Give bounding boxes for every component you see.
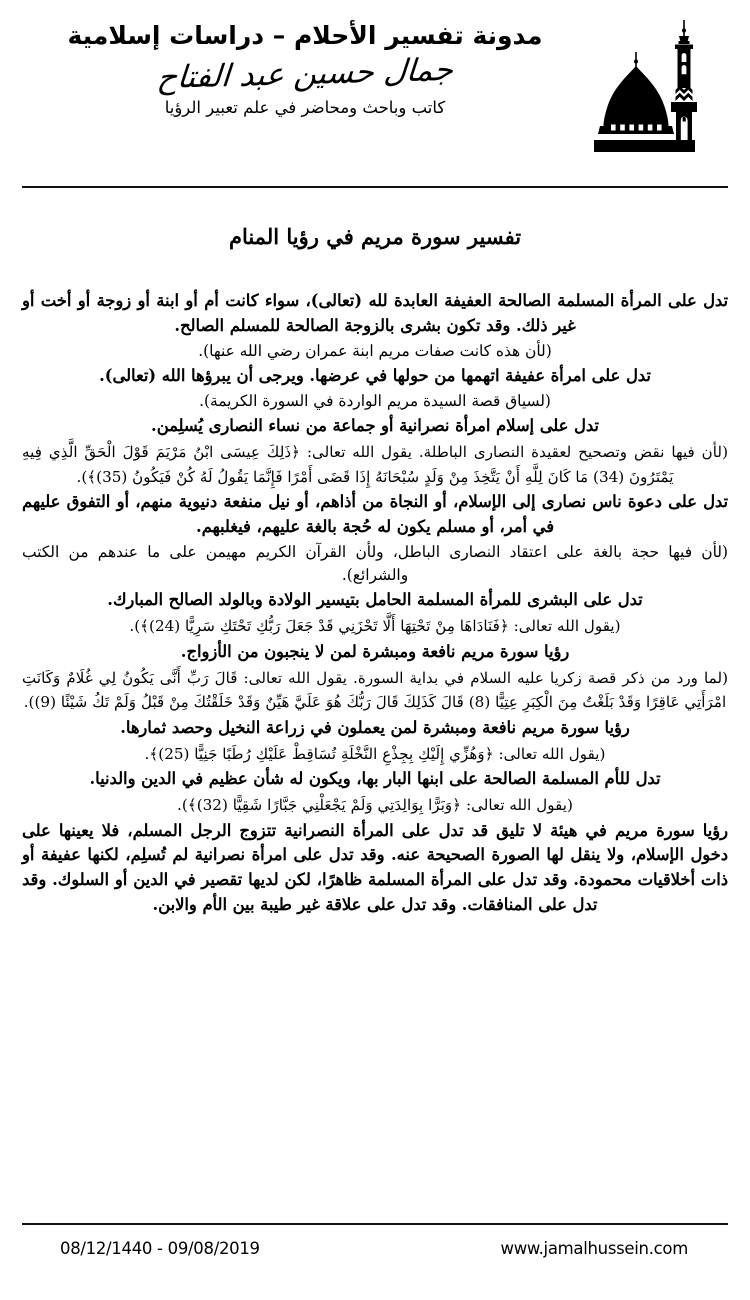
author-role: كاتب وباحث ومحاضر في علم تعبير الرؤيا [164, 97, 446, 117]
paragraph-note: (لأن هذه كانت صفات مريم ابنة عمران رضي الله عنها). [198, 341, 552, 360]
paragraph-quran-verse: (لما ورد من ذكر قصة زكريا عليه السلام في بداية السورة. يقول الله تعالى: قَالَ رَبِّ أَنَّى يَكُونُ لِي غُلَامٌ وَكَانَتِ امْرَأَتِي عَاقِرًا وَقَدْ بَلَغْتُ مِنَ الْكِبَرِ عِتِيًّا (8) قَالَ كَذَلِكَ قَالَ رَبُّكَ هُوَ عَلَيَّ هَيِّنٌ وَقَدْ خَلَقْتُكَ مِنْ قَبْلُ وَلَمْ تَكُ شَيْئًا (9)). [22, 668, 728, 712]
document-body [0, 289, 750, 918]
footer-date: 08/12/1440 - 09/08/2019 [60, 1239, 260, 1258]
paragraph-statement: تدل على إسلام امرأة نصرانية أو جماعة من نساء النصارى يُسلِمن. [151, 416, 599, 436]
paragraph-quran-verse: (يقول الله تعالى: ﴿فَنَادَاهَا مِنْ تَحْتِهَا أَلَّا تَحْزَنِي قَدْ جَعَلَ رَبُّكِ تَحْتَكِ سَرِيًّا (24)﴾). [129, 617, 621, 636]
paragraph-statement: تدل على امرأة عفيفة اتهمها من حولها في عرضها. ويرجى أن يبرؤها الله (تعالى). [99, 365, 651, 385]
paragraph-statement: تدل على البشرى للمرأة المسلمة الحامل بتيسير الولادة وبالولد الصالح المبارك. [107, 590, 643, 610]
paragraph-statement: تدل على المرأة المسلمة الصالحة العفيفة العابدة لله (تعالى)، سواء كانت أم أو ابنة أو زوجة أو أخت أو غير ذلك. وقد تكون بشرى بالزوجة الصالحة للمسلم الصالح. [22, 291, 728, 335]
page-header [0, 0, 750, 178]
paragraph-quran-verse: (يقول الله تعالى: ﴿وَهُزِّي إِلَيْكِ بِجِذْعِ النَّخْلَةِ تُسَاقِطْ عَلَيْكِ رُطَبًا جَنِيًّا (25)﴾. [144, 744, 606, 763]
paragraph-note: (لسياق قصة السيدة مريم الواردة في السورة الكريمة). [199, 391, 551, 410]
header-divider [22, 186, 728, 188]
page-footer [0, 1223, 750, 1258]
footer-website-link[interactable]: www.jamalhussein.com [500, 1239, 688, 1258]
paragraph-statement: رؤيا سورة مريم نافعة ومبشرة لمن لا ينجبون من الأزواج. [180, 641, 570, 661]
paragraph-note: (لأن فيها حجة بالغة على اعتقاد النصارى الباطل، ولأن القرآن الكريم مهيمن على ما عندهم من الكتب والشرائع). [22, 542, 728, 585]
paragraph-statement: تدل للأم المسلمة الصالحة على ابنها البار بها، ويكون له شأن عظيم في الدين والدنيا. [89, 769, 661, 789]
paragraph-quran-verse: (يقول الله تعالى: ﴿وَبَرًّا بِوَالِدَتِي وَلَمْ يَجْعَلْنِي جَبَّارًا شَقِيًّا (32)﴾). [177, 796, 573, 815]
author-signature: جمال حسين عبد الفتاح [155, 52, 455, 97]
paragraph-statement: رؤيا سورة مريم في هيئة لا تليق قد تدل على المرأة النصرانية تتزوج الرجل المسلم، فلا يعينها على دخول الإسلام، ولا ينقل لها الصورة الصحيحة عنه. وقد تدل على امرأة نصرانية لم تُسلِم، لكنها عفيفة أو ذات أخلاقيات محمودة. وقد تدل على المرأة المسلمة ظاهرًا، لكن لديها تقصير في الدين أو السلوك. وقد تدل على المنافقات. وقد تدل على علاقة غير طيبة بين الأم والابن. [22, 820, 728, 914]
paragraph-statement: تدل على دعوة ناس نصارى إلى الإسلام، أو النجاة من أذاهم، أو نيل منفعة دنيوية منهم، أو التفوق عليهم في أمر، أو مسلم يكون له حُجة بالغة عليهم، فيغلبهم. [22, 492, 728, 536]
page-title: تفسير سورة مريم في رؤيا المنام [228, 224, 522, 249]
site-logo [576, 0, 726, 164]
paragraph-statement: رؤيا سورة مريم نافعة ومبشرة لمن يعملون في زراعة النخيل وحصد ثمارها. [120, 717, 630, 737]
footer-divider [22, 1223, 728, 1225]
site-title: مدونة تفسير الأحلام – دراسات إسلامية [67, 21, 543, 50]
paragraph-quran-verse: (لأن فيها نقض وتصحيح لعقيدة النصارى الباطلة. يقول الله تعالى: ﴿ذَلِكَ عِيسَى ابْنُ مَرْيَمَ قَوْلَ الْحَقِّ الَّذِي فِيهِ يَمْتَرُونَ (34) مَا كَانَ لِلَّهِ أَنْ يَتَّخِذَ مِنْ وَلَدٍ سُبْحَانَهُ إِذَا قَضَى أَمْرًا فَإِنَّمَا يَقُولُ لَهُ كُنْ فَيَكُونُ (35)﴾). [22, 442, 728, 486]
mosque-dome-minaret-icon [591, 14, 711, 164]
